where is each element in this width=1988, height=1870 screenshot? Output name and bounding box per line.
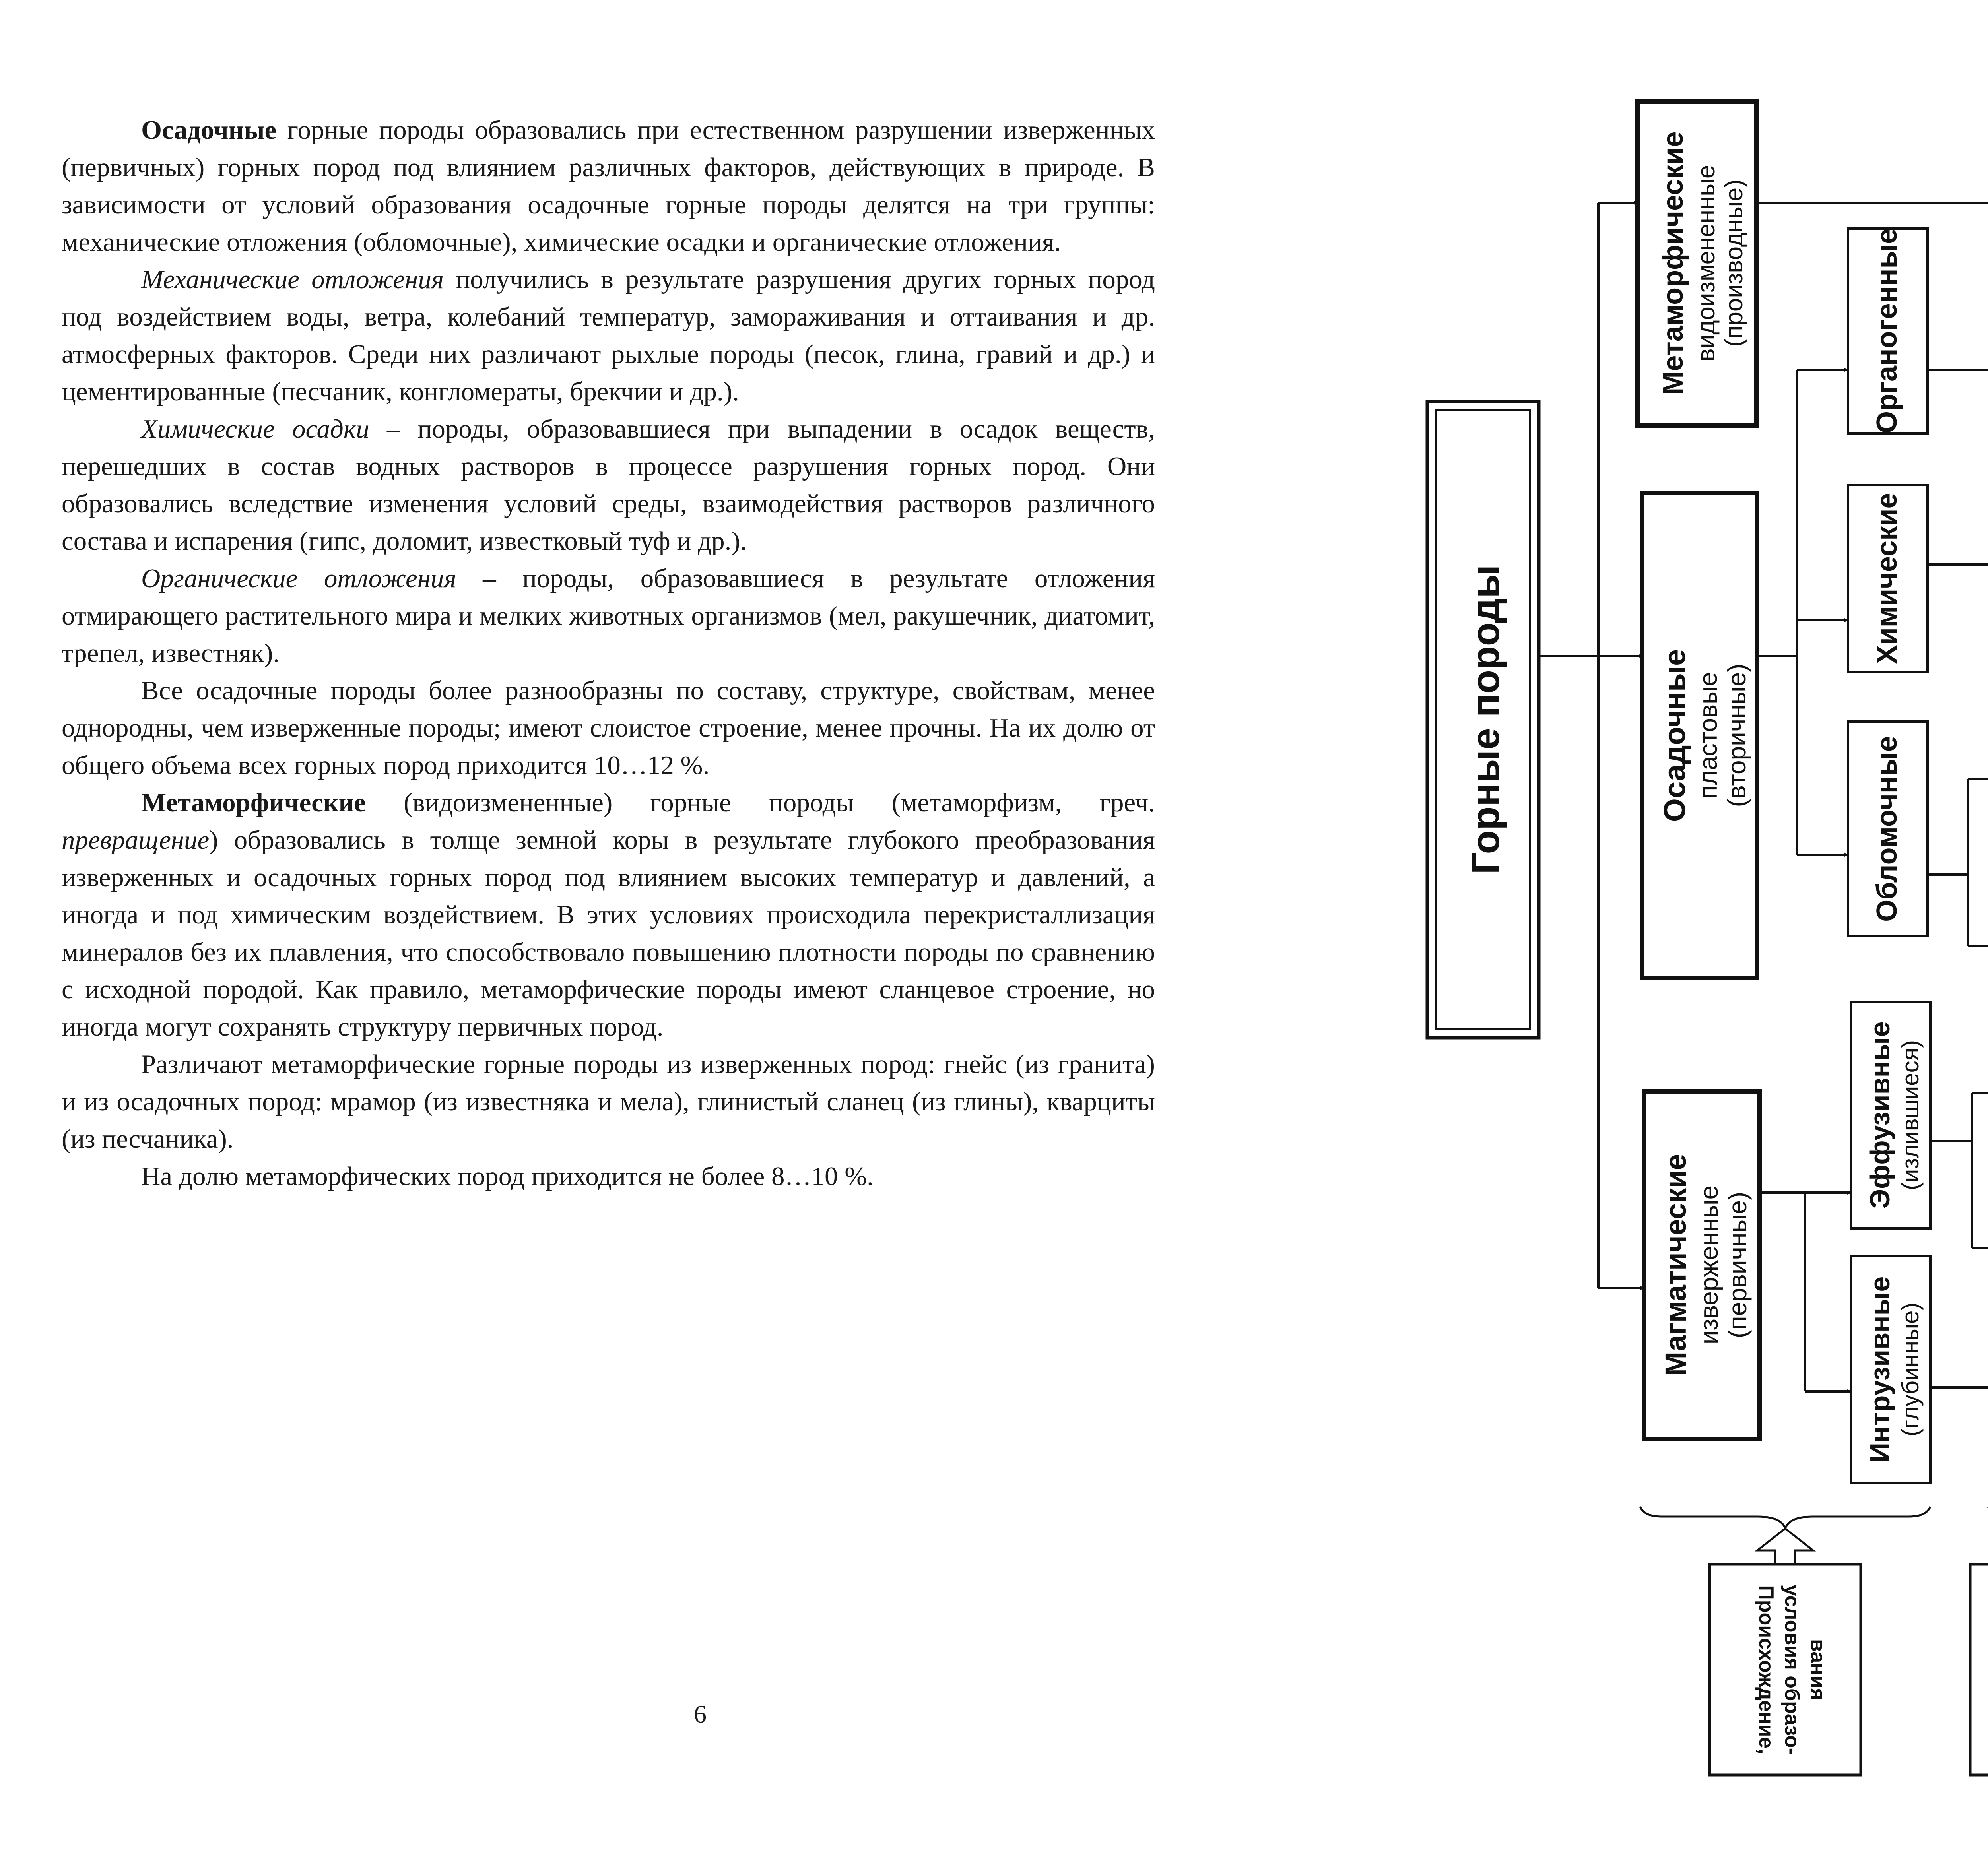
legend-line: условия образо-	[1780, 1584, 1804, 1755]
legend-box-structure	[1970, 1564, 1988, 1775]
paragraph-run: – породы, образовавшиеся при выпадении в осадок веществ, перешедших в состав водных растворов в процессе разрушения горных пород. Они образовались вследствие изменения условий среды, взаимодействия растворов различного состава и испарения (гипс, доломит, известковый туф и др.).	[62, 414, 1155, 556]
subgroup-label: Обломочные	[1871, 736, 1903, 922]
origin-sub: изверженные	[1695, 1185, 1723, 1345]
paragraph-run: превращение	[62, 825, 210, 855]
origin-sub: (первичные)	[1723, 1191, 1752, 1338]
origin-title: Осадочные	[1658, 649, 1692, 822]
subgroup-sub: (глубинные)	[1897, 1302, 1924, 1437]
subgroup-label: Химические	[1871, 493, 1903, 664]
connector-lines	[1539, 203, 1988, 1391]
subgroup-label: Органогенные	[1871, 228, 1903, 434]
paragraph-run: (видоизмененные) горные породы (метаморфизм, греч.	[365, 788, 1155, 817]
root-box	[1427, 402, 1539, 1038]
bottom-braces	[1640, 1507, 1988, 1529]
origin-box-magmatic	[1644, 1091, 1759, 1439]
legend-arrows	[1757, 1529, 1988, 1564]
paragraph-run: Метаморфические	[141, 788, 366, 817]
origin-sub: видоизмененные	[1693, 165, 1720, 362]
paragraph-run: Осадочные	[141, 115, 277, 145]
paragraph-run: Механические отложения	[141, 265, 444, 294]
subgroup-box-effusive	[1851, 1002, 1930, 1228]
left-page-number: 6	[694, 1700, 707, 1728]
paragraph-run: Все осадочные породы более разнообразны по составу, структуре, свойствам, менее однородны, чем изверженные породы; имеют слоистое строение, менее прочны. На их долю от общего объема всех горных пород приходится 10…12 %.	[62, 676, 1155, 780]
paragraph-run: получились в результате разрушения других горных пород под воздействием воды, ветра, колебаний температур, замораживания и оттаивания и др. атмосферных факторов. Среди них различают рыхлые породы (песок, глина, гравий и др.) и цементированные (песчаник, конгломераты, брекчии и др.).	[62, 265, 1155, 406]
paragraph-run: На долю метаморфических пород приходится не более 8…10 %.	[141, 1162, 874, 1191]
origin-title: Магматические	[1659, 1154, 1692, 1376]
subgroup-label: Интрузивные	[1864, 1276, 1895, 1463]
legend-line: вания	[1806, 1639, 1829, 1700]
subgroup-label: Эффузивные	[1864, 1021, 1895, 1209]
origin-box-metamorphic	[1637, 101, 1757, 425]
paragraph-run: Различают метаморфические горные породы из изверженных пород: гнейс (из гранита) и из осадочных пород: мрамор (из известняка и мела), глинистый сланец (из глины), кварциты (из песчаника).	[62, 1049, 1155, 1154]
origin-sub: (производные)	[1720, 179, 1748, 347]
subgroup-box-organogenic	[1848, 228, 1928, 433]
legend-box-origin	[1710, 1564, 1861, 1775]
subgroup-box-intrusive	[1851, 1256, 1930, 1483]
origin-title: Метаморфические	[1657, 131, 1689, 395]
subgroup-box-chemical	[1848, 485, 1928, 672]
subgroup-sub: (излившиеся)	[1897, 1040, 1924, 1191]
paragraph-run: ) образовались в толще земной коры в результате глубокого преобразования изверженных и осадочных горных пород под влиянием высоких температур и давлений, а иногда и под химическим воздействием. В этих условиях происходила перекристаллизация минералов без их плавления, что способствовало повышению плотности породы по сравнению с исходной породой. Как правило, метаморфические породы имеют сланцевое строение, но иногда могут сохранять структуру первичных пород.	[62, 825, 1155, 1042]
paragraph-run: Органические отложения	[141, 564, 456, 593]
paragraph-run: – породы, образовавшиеся в результате отложения отмирающего растительного мира и мелких животных организмов (мел, ракушечник, диатомит, трепел, известняк).	[62, 564, 1155, 668]
paragraph-run: Химические осадки	[141, 414, 369, 444]
origin-box-sedimentary	[1642, 493, 1757, 978]
origin-sub: (вторичные)	[1722, 663, 1751, 807]
paragraph-run: горные породы образовались при естественном разрушении изверженных (первичных) горных пород под влиянием различных факторов, действующих в природе. В зависимости от условий образования осадочные горные породы делятся на три группы: механические отложения (обломочные), химические осадки и органические отложения.	[62, 115, 1155, 257]
origin-sub: пластовые	[1694, 672, 1722, 799]
legend-line: Происхождение,	[1755, 1585, 1778, 1754]
root-label: Горные породы	[1464, 564, 1507, 875]
subgroup-box-clastic	[1848, 722, 1928, 936]
